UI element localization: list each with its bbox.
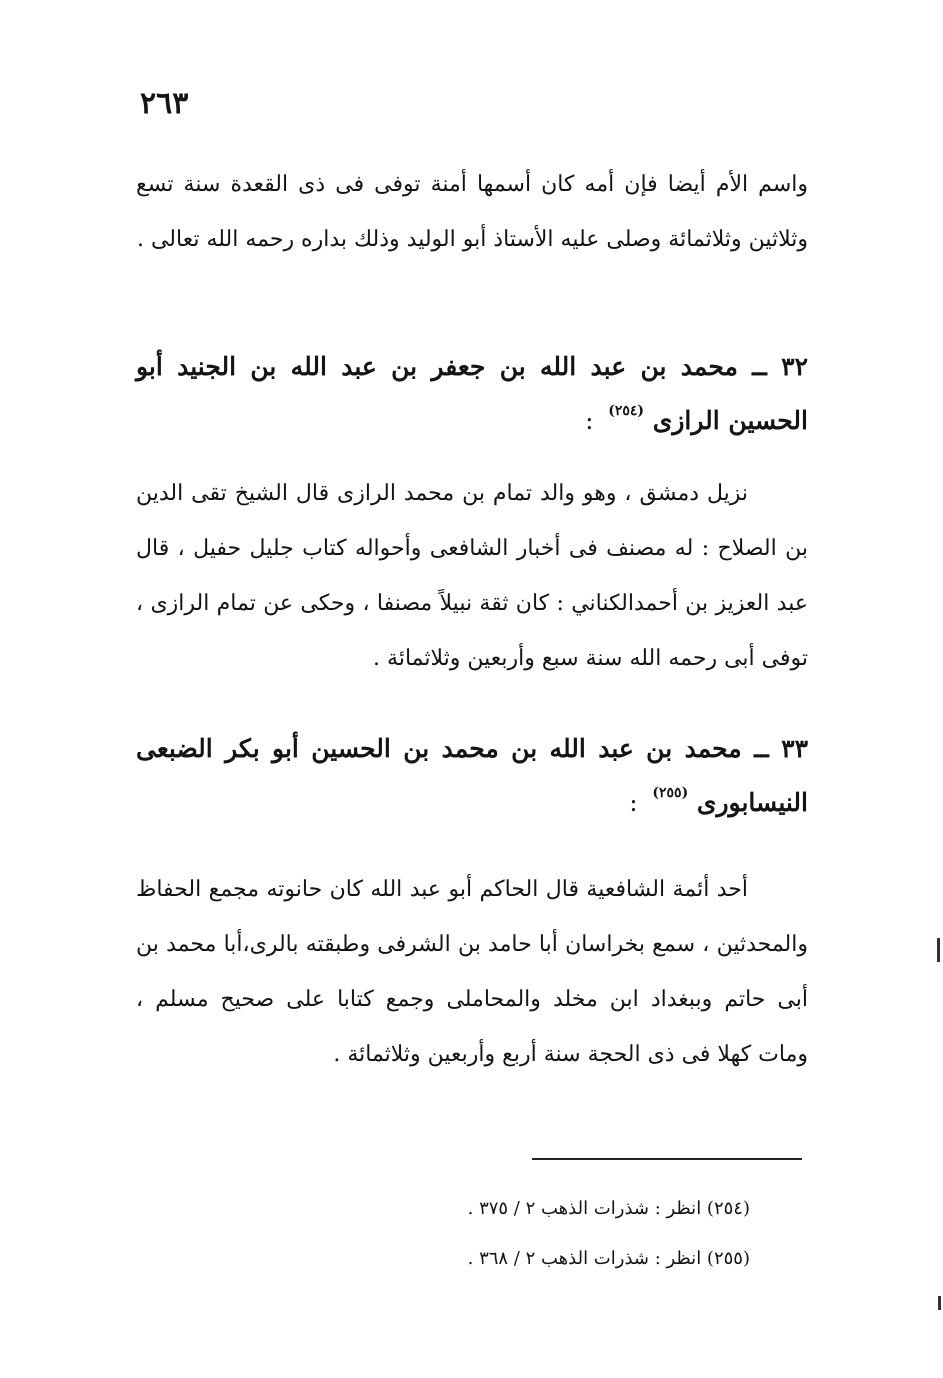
entry-33-body: أحد أئمة الشافعية قال الحاكم أبو عبد الله كان حانوته مجمع الحفاظ والمحدثين ، سمع بخراسان أبا حامد بن الشرفى وطبقته بالرى،أبا محمد بن أبى حاتم وببغداد ابن مخلد والمحاملى وجمع كتابا على صحيح مسلم ، ومات كهلا فى ذى الحجة سنة أربع وأربعين وثلاثمائة .: [136, 877, 808, 1067]
scan-edge-mark: [937, 938, 940, 962]
entry-32-title: ٣٢ ــ محمد بن عبد الله بن جعفر بن عبد الله بن الجنيد أبو الحسين الرازى: [136, 352, 808, 435]
entry-33-footnote-ref: (٢٥٥): [652, 785, 689, 801]
page-number: ٢٦٣: [140, 86, 189, 121]
entry-32-footnote-ref: (٢٥٤): [608, 403, 645, 419]
entry-33-colon: :: [629, 788, 638, 817]
entry-32-body: نزيل دمشق ، وهو والد تمام بن محمد الرازى قال الشيخ تقى الدين بن الصلاح : له مصنف فى أخبار الشافعى وأحواله كتاب جليل حفيل ، قال عبد العزيز بن أحمدالكناني : كان ثقة نبيلاً مصنفا ، وحكى عن تمام الرازى ، توفى أبى رحمه الله سنة سبع وأربعين وثلاثمائة .: [136, 481, 808, 671]
paragraph-continuation: واسم الأم أيضا فإن أمه كان أسمها أمنة توفى فى ذى القعدة سنة تسع وثلاثين وثلاثمائة وصلى عليه الأستاذ أبو الوليد وذلك بداره رحمه الله تعالى .: [136, 172, 808, 252]
entry-33-heading: [136, 722, 808, 834]
scan-edge-mark: [938, 1296, 941, 1310]
footnote-255: (٢٥٥) انظر : شذرات الذهب ٢ / ٣٦٨ .: [467, 1248, 750, 1269]
entry-32-heading: [136, 340, 808, 452]
footnote-divider: [532, 1158, 802, 1160]
entry-33-title: ٣٣ ــ محمد بن عبد الله بن محمد بن الحسين أبو بكر الضبعى النيسابورى: [136, 734, 808, 817]
footnote-254: (٢٥٤) انظر : شذرات الذهب ٢ / ٣٧٥ .: [467, 1198, 750, 1219]
entry-32-colon: :: [585, 406, 594, 435]
